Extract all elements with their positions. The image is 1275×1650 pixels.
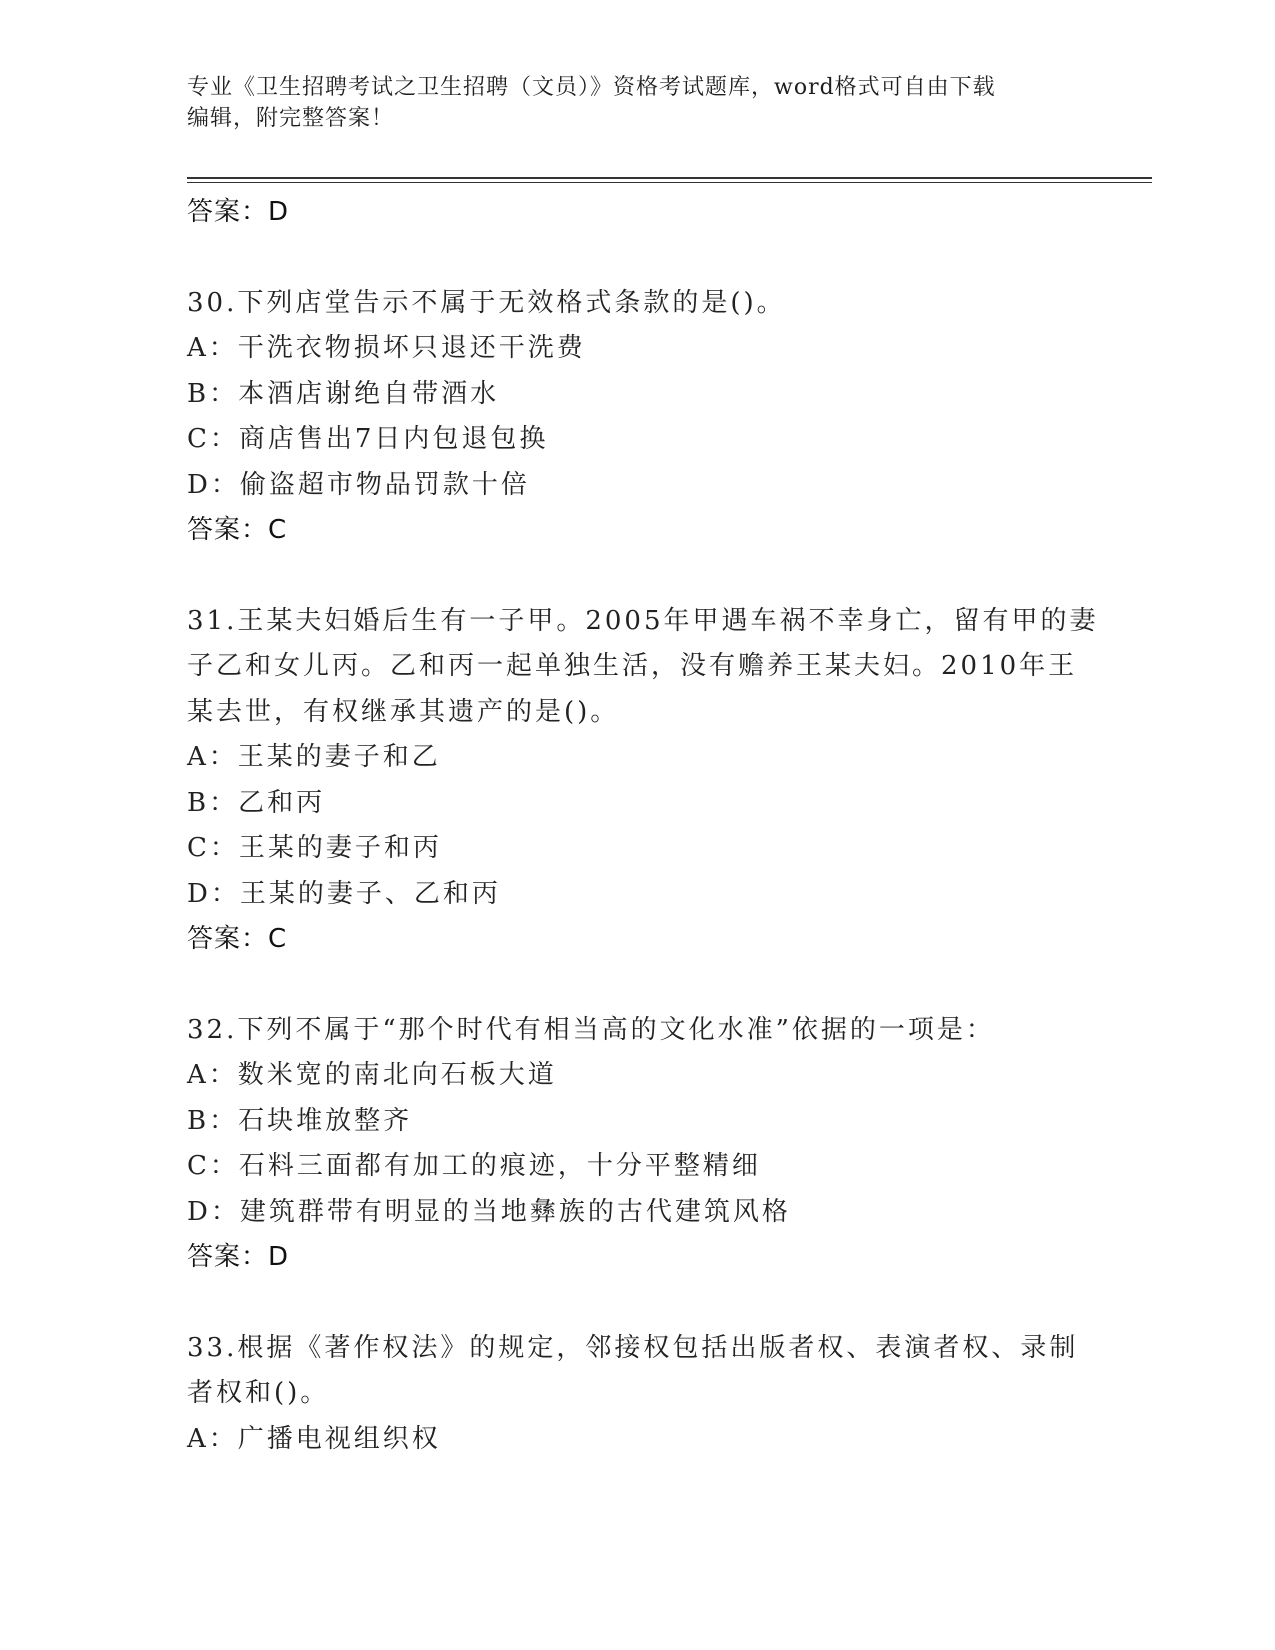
document-header — [187, 72, 1067, 134]
option-b: B：石块堆放整齐 — [187, 1105, 413, 1136]
option-d: D：偷盗超市物品罚款十倍 — [187, 469, 530, 500]
question-32 — [187, 1008, 1087, 1281]
question-stem: 者权和()。 — [187, 1378, 330, 1408]
option-a: A：干洗衣物损坏只退还干洗费 — [187, 333, 586, 363]
option-a: A：数米宽的南北向石板大道 — [187, 1060, 557, 1090]
header-divider-thick — [187, 177, 1152, 179]
question-31 — [187, 599, 1099, 963]
answer-line: 答案：C — [187, 515, 288, 545]
option-c: C：石料三面都有加工的痕迹，十分平整精细 — [187, 1151, 761, 1181]
option-a: A：广播电视组织权 — [187, 1423, 441, 1454]
spacer — [187, 963, 1087, 1008]
answer-line: 答案：D — [187, 1242, 290, 1272]
answer-line: 答案：C — [187, 924, 288, 954]
question-stem: 某去世，有权继承其遗产的是()。 — [187, 696, 620, 727]
question-list — [187, 190, 1099, 1462]
question-33 — [187, 1326, 1087, 1463]
option-d: D：建筑群带有明显的当地彝族的古代建筑风格 — [187, 1196, 791, 1227]
question-stem: 33.根据《著作权法》的规定，邻接权包括出版者权、表演者权、录制 — [187, 1332, 1079, 1363]
option-b: B：乙和丙 — [187, 787, 326, 818]
question-30 — [187, 281, 1087, 554]
answer-line: 答案：D — [187, 197, 290, 227]
question-stem: 31.王某夫妇婚后生有一子甲。2005年甲遇车祸不幸身亡，留有甲的妻 — [187, 605, 1099, 636]
header-line-2: 编辑，附完整答案！ — [187, 106, 395, 131]
option-d: D：王某的妻子、乙和丙 — [187, 878, 501, 909]
option-b: B：本酒店谢绝自带酒水 — [187, 378, 500, 409]
question-stem: 30.下列店堂告示不属于无效格式条款的是()。 — [187, 287, 786, 318]
question-stem: 32.下列不属于“那个时代有相当高的文化水准”依据的一项是： — [187, 1014, 995, 1045]
option-a: A：王某的妻子和乙 — [187, 742, 441, 772]
spacer — [187, 554, 1087, 599]
spacer — [187, 1281, 1087, 1326]
option-c: C：商店售出7日内包退包换 — [187, 424, 549, 454]
question-stem: 子乙和女儿丙。乙和丙一起单独生活，没有赡养王某夫妇。2010年王 — [187, 651, 1078, 681]
spacer — [187, 236, 1087, 281]
option-c: C：王某的妻子和丙 — [187, 833, 442, 863]
header-line-1: 专业《卫生招聘考试之卫生招聘（文员）》资格考试题库，word格式可自由下载 — [187, 75, 996, 100]
header-divider-thin — [187, 182, 1152, 183]
